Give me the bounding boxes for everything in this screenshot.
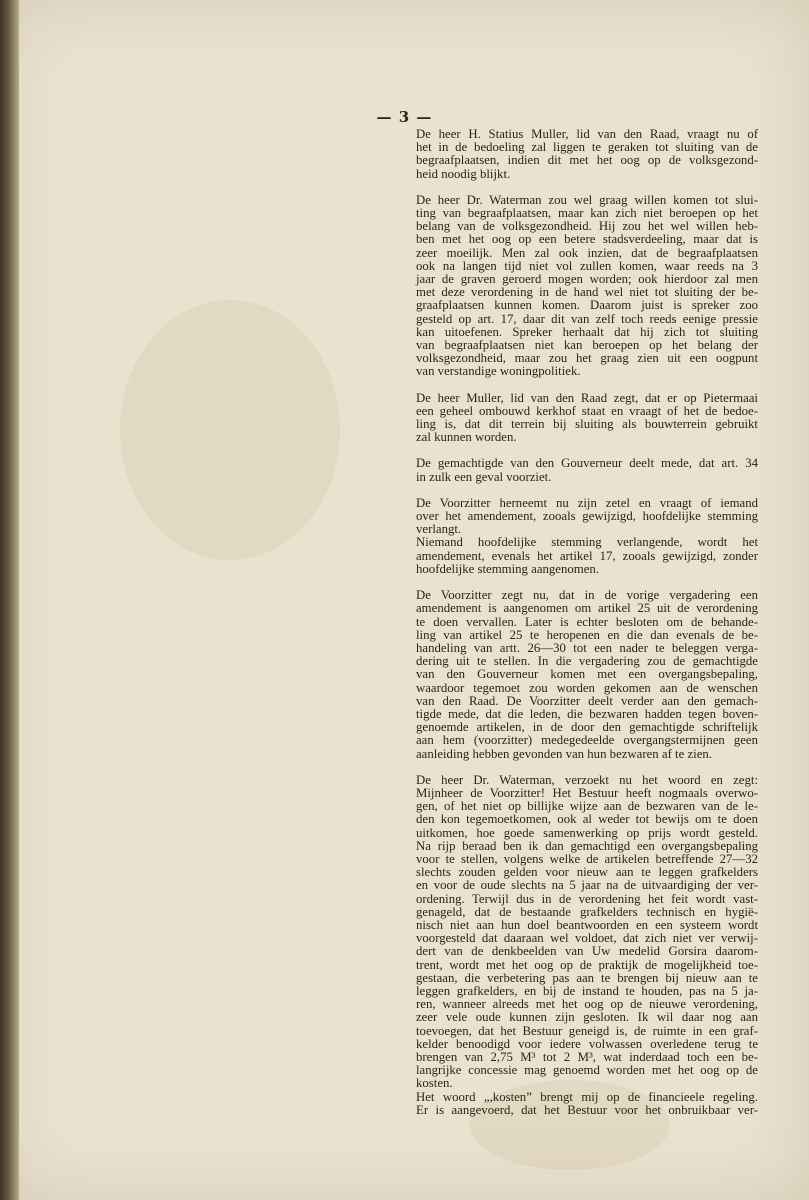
text-line: gen, of het niet op billijke wijze aan de bezwaren van de le-: [416, 799, 758, 814]
text-line: het in de bedoeling zal liggen te geraken tot sluiting van de: [416, 140, 758, 155]
binding-edge: [0, 0, 19, 1200]
text-line: volksgezondheid, maar zou het graag zien uit een oogpunt: [416, 351, 758, 366]
text-line: De heer Muller, lid van den Raad zegt, dat er op Pietermaai: [416, 390, 758, 405]
text-line: van verstandige woningpolitiek.: [416, 364, 581, 379]
text-line: Niemand hoofdelijke stemming verlangende, wordt het: [416, 535, 758, 550]
text-line: Het woord „,kosten” brengt mij op de financieele regeling.: [416, 1089, 758, 1104]
text-line: hoofdelijke stemming aangenomen.: [416, 561, 600, 576]
text-line: De heer H. Statius Muller, lid van den Raad, vraagt nu of: [416, 127, 758, 141]
paragraph: [399, 128, 758, 181]
paragraph: [399, 589, 758, 761]
text-line: De Voorzitter zegt nu, dat in de vorige vergadering een: [416, 588, 758, 603]
paper-stain: [120, 300, 340, 560]
text-line: voorgesteld dat daaraan wel voldoet, dat zich niet ver verwij-: [416, 931, 758, 946]
paragraph: [399, 497, 758, 537]
text-line: ordening. Terwijl dus in de verordening het feit wordt vast-: [416, 891, 758, 906]
paragraph: [399, 457, 758, 483]
page-number: — 3 —: [376, 108, 433, 126]
text-line: begraafplaatsen, indien dit met het oog op de volksgezond-: [416, 153, 758, 168]
text-line: van den Gouverneur komen met een overgangsbepaling,: [416, 667, 758, 682]
paragraph: [399, 774, 758, 1091]
text-line: aan hem (voorzitter) medegedeelde overgangstermijnen geen: [416, 733, 758, 748]
text-line: Er is aangevoerd, dat het Bestuur voor het onbruikbaar ver-: [416, 1102, 758, 1117]
text-line: ling is, dat dit terrein bij sluiting als bouwterrein gebruikt: [416, 417, 758, 432]
text-line: nisch niet aan hun doel beantwoorden en een systeem wordt: [416, 917, 758, 932]
text-line: Mijnheer de Voorzitter! Het Bestuur heeft nogmaals overwo-: [416, 785, 758, 800]
text-line: met deze verordening in de hand wel niet tot sluiting der be-: [416, 285, 758, 300]
text-line: genoemde artikelen, in de door den gemachtigde schriftelijk: [416, 720, 758, 735]
text-line: amendement, evenals het artikel 17, zooals gewijzigd, zonder: [416, 548, 758, 563]
text-line: slechts zouden gelden voor nieuw aan te leggen grafkelders: [416, 865, 758, 880]
text-line: kelder benoodigd voor iedere volwassen overledene terug te: [416, 1036, 758, 1051]
text-line: uitkomen, hoe goede samenwerking op prijs wordt gesteld.: [416, 825, 758, 840]
text-line: ben met het oog op een betere stadsverdeeling, maar dat is: [416, 232, 758, 247]
text-line: trent, wordt met het oog op de praktijk de mogelijkheid toe-: [416, 957, 758, 972]
text-line: zeer vele oude kunnen zijn gesloten. Ik wil daar nog aan: [416, 1010, 758, 1025]
text-line: genageld, dat de bestaande grafkelders technisch en hygië-: [416, 904, 758, 919]
text-line: kan uitoefenen. Spreker herhaalt dat hij zich tot sluiting: [416, 324, 758, 339]
text-line: toevoegen, dat het Bestuur geneigd is, de ruimte in een graf-: [416, 1023, 758, 1038]
text-line: gesteld op art. 17, daar dit van zelf toch reeds eenige pressie: [416, 311, 758, 326]
paragraph: [399, 536, 758, 576]
text-line: en voor de oude slechts na 5 jaar na de uitvaardiging der ver-: [416, 878, 758, 893]
text-line: van begraafplaatsen niet kan beroepen op het belang der: [416, 338, 758, 353]
text-line: De heer Dr. Waterman, verzoekt nu het woord en zegt:: [416, 772, 758, 787]
text-line: voor te stellen, volgens welke de artikelen betreffende 27—32: [416, 851, 758, 866]
text-line: langrijke concessie mag genoemd worden met het oog op de: [416, 1063, 758, 1078]
text-line: handeling van artt. 26—30 tot een nader te beleggen verga-: [416, 640, 758, 655]
text-line: aanleiding hebben gevonden van hun bezwaren af te zien.: [416, 746, 712, 761]
text-line: zal kunnen worden.: [416, 430, 517, 445]
text-line: van den Raad. De Voorzitter deelt verder aan den gemach-: [416, 693, 758, 708]
text-line: De heer Dr. Waterman zou wel graag willen komen tot slui-: [416, 192, 758, 207]
text-line: dering uit te stellen. In die vergadering zou de gemachtigde: [416, 654, 758, 669]
text-line: waardoor tegemoet zou worden gekomen aan de wenschen: [416, 680, 758, 695]
text-line: heid noodig blijkt.: [416, 166, 511, 181]
text-line: verlangt.: [416, 522, 462, 537]
text-line: ting van begraafplaatsen, maar kan zich niet beroepen op het: [416, 206, 758, 221]
text-line: over het amendement, zooals gewijzigd, hoofdelijke stemming: [416, 509, 758, 524]
text-line: leggen grafkelders, en bij de instand te houden, pas na 5 ja-: [416, 983, 758, 998]
text-line: Na rijp beraad ben ik dan gemachtigd een overgangsbepaling: [416, 838, 758, 853]
text-column: [399, 128, 758, 1117]
text-line: ook na langen tijd niet vol zullen komen, waar reeds na 3: [416, 258, 758, 273]
text-line: De Voorzitter herneemt nu zijn zetel en vraagt of iemand: [416, 495, 758, 510]
paragraph: [399, 392, 758, 445]
text-line: den kon tegemoetkomen, ook al weder tot bewijs om te doen: [416, 812, 758, 827]
text-line: belang van de volksgezondheid. Hij zou het wel willen heb-: [416, 219, 758, 234]
text-line: kosten.: [416, 1076, 453, 1091]
text-line: gestaan, die verbetering pas aan te brengen bij nieuw aan te: [416, 970, 758, 985]
text-line: amendement is aangenomen om artikel 25 uit de verordening: [416, 601, 758, 616]
text-line: te doen vervallen. Later is echter besloten om de behande-: [416, 614, 758, 629]
text-line: tigde mede, dat die leden, die bezwaren hadden tegen boven-: [416, 706, 758, 721]
text-line: ling van artikel 25 te heropenen en die dan evenals de be-: [416, 627, 758, 642]
text-line: een geheel ombouwd kerkhof staat en vraagt of het de bedoe-: [416, 403, 758, 418]
text-line: brengen van 2,75 M³ tot 2 M³, wat inderdaad toch een be-: [416, 1050, 758, 1064]
text-line: dert van de denkbeelden van Uw medelid Gorsira daarom-: [416, 944, 758, 959]
text-line: De gemachtigde van den Gouverneur deelt mede, dat art. 34: [416, 456, 758, 471]
text-line: graafplaatsen kunnen komen. Daarom juist is spreker zoo: [416, 298, 758, 313]
text-line: in zulk een geval voorziet.: [416, 469, 552, 484]
text-line: ren, wanneer alreeds met het oog op de nieuwe verordening,: [416, 997, 758, 1012]
paragraph: [399, 194, 758, 379]
text-line: zeer moeilijk. Men zal ook inzien, dat de begraafplaatsen: [416, 245, 758, 260]
paragraph: [399, 1091, 758, 1117]
text-line: jaar de graven geroerd mogen worden; ook hierdoor zal men: [416, 272, 758, 287]
